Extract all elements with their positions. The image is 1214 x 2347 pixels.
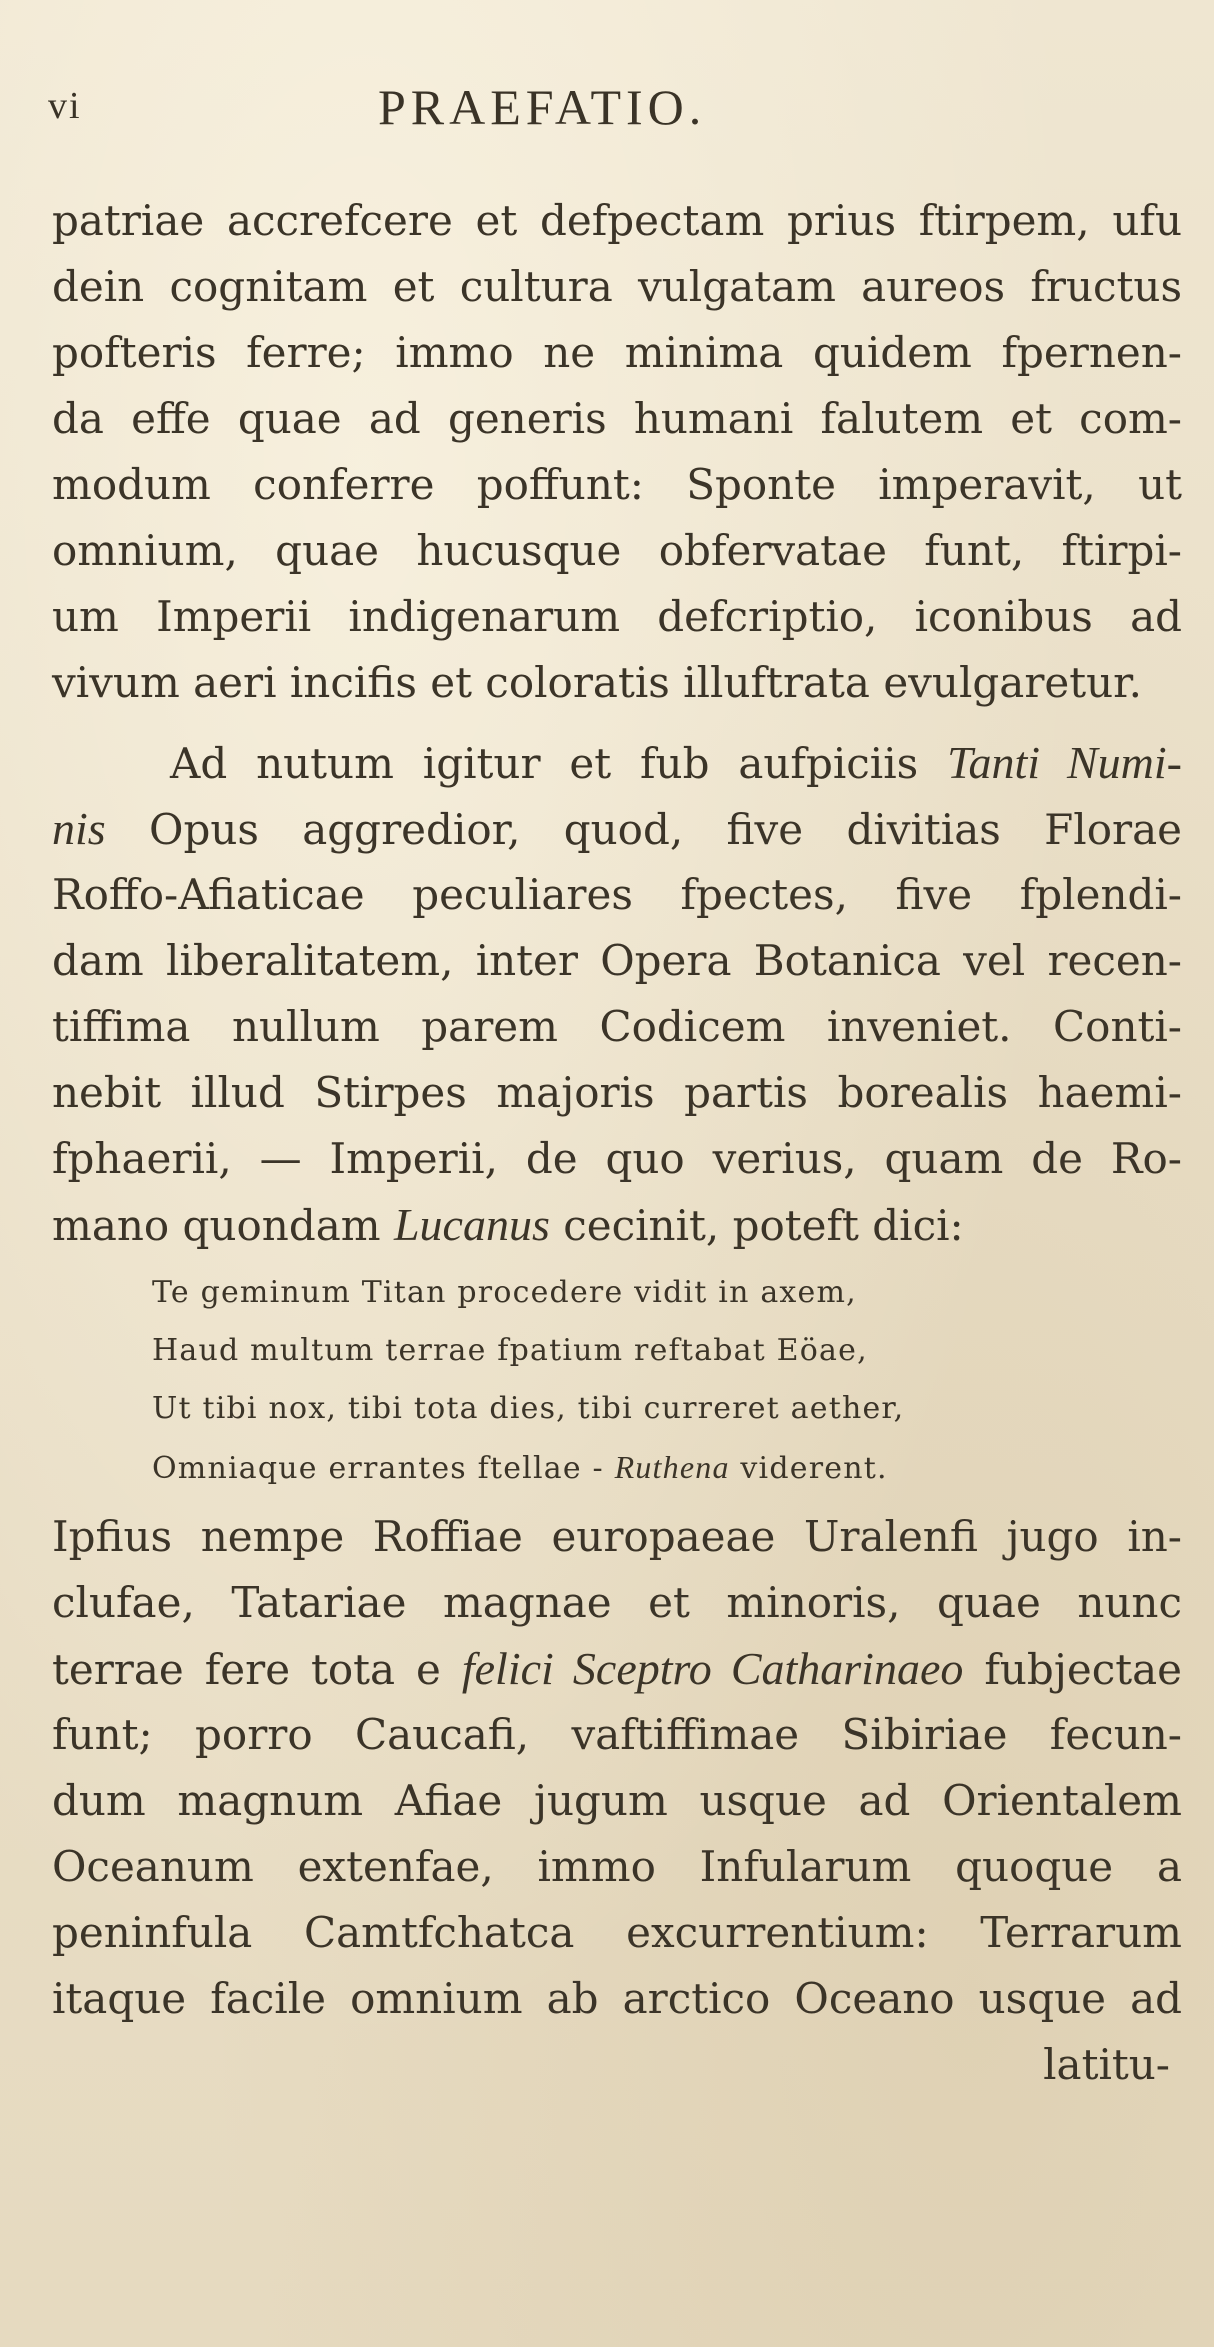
text-line: Oceanum extenfae, immo Infularum quoque a — [52, 1842, 1182, 1891]
text-line: da effe quae ad generis humani falutem et com- — [52, 394, 1182, 443]
verse-line — [152, 1438, 1182, 1496]
paragraph-gap — [52, 716, 1182, 730]
text-line: um Imperii indigenarum defcriptio, iconibus ad — [52, 592, 1182, 641]
running-head — [0, 78, 1214, 138]
text-line: vivum aeri incifis et coloratis illuftrata evulgaretur. — [52, 658, 1142, 707]
italic-run: nis — [52, 803, 106, 854]
verse-line: Ut tibi nox, tibi tota dies, tibi curreret aether, — [152, 1391, 905, 1426]
body-text — [52, 188, 1182, 2098]
italic-run: Tanti Numi- — [947, 737, 1183, 788]
paragraph-2 — [52, 730, 1182, 1258]
text-line: fphaerii, — Imperii, de quo verius, quam de Ro- — [52, 1134, 1182, 1183]
text-line: omnium, quae hucusque obfervatae funt, ftirpi- — [52, 526, 1182, 575]
text-run: mano quondam — [52, 1201, 394, 1250]
text-line: modum conferre poffunt: Sponte imperavit, ut — [52, 460, 1182, 509]
text-line: dam liberalitatem, inter Opera Botanica vel recen- — [52, 936, 1182, 985]
text-line: dein cognitam et cultura vulgatam aureos fructus — [52, 262, 1182, 311]
verse-quotation — [52, 1264, 1182, 1496]
text-line — [52, 730, 1182, 796]
text-line: itaque facile omnium ab arctico Oceano usque ad — [52, 1974, 1182, 2023]
text-run: Ad nutum igitur et fub aufpiciis — [170, 739, 948, 788]
text-run: Omniaque errantes ftellae - — [152, 1451, 615, 1486]
text-line: nebit illud Stirpes majoris partis borealis haemi- — [52, 1068, 1182, 1117]
text-line — [52, 1636, 1182, 1702]
text-run: Opus aggredior, quod, five divitias Florae — [105, 805, 1182, 854]
paragraph-3 — [52, 1504, 1182, 2032]
text-line — [52, 1192, 1182, 1258]
text-run: viderent. — [729, 1451, 888, 1486]
italic-run: Ruthena — [614, 1449, 730, 1485]
text-line: dum magnum Afiae jugum usque ad Orientalem — [52, 1776, 1182, 1825]
text-line: pofteris ferre; immo ne minima quidem fpernen- — [52, 328, 1182, 377]
paragraph-1 — [52, 188, 1182, 716]
italic-run: Lucanus — [393, 1199, 550, 1250]
text-line — [52, 796, 1182, 862]
text-line: funt; porro Caucafi, vaftiffimae Sibiriae fecun- — [52, 1710, 1182, 1759]
page-number: vi — [48, 85, 82, 127]
text-line: patriae accrefcere et defpectam prius ftirpem, ufu — [52, 196, 1182, 245]
text-line: peninfula Camtfchatca excurrentium: Terrarum — [52, 1908, 1182, 1957]
italic-run: felici Sceptro Catharinaeo — [461, 1643, 964, 1694]
verse-line: Haud multum terrae fpatium reftabat Eöae, — [152, 1333, 868, 1368]
text-line: clufae, Tatariae magnae et minoris, quae nunc — [52, 1578, 1182, 1627]
text-run: cecinit, poteft dici: — [549, 1201, 964, 1250]
text-line: Roffo-Afiaticae peculiares fpectes, five fplendi- — [52, 870, 1182, 919]
page-title: PRAEFATIO. — [378, 79, 707, 135]
text-line: Ipfius nempe Roffiae europaeae Uralenfi jugo in- — [52, 1512, 1182, 1561]
catchword: latitu- — [1043, 2040, 1170, 2089]
text-run: terrae fere tota e — [52, 1645, 462, 1694]
verse-line: Te geminum Titan procedere vidit in axem, — [152, 1275, 857, 1310]
text-run: fubjectae — [963, 1645, 1182, 1694]
text-line: tiffima nullum parem Codicem inveniet. Conti- — [52, 1002, 1182, 1051]
